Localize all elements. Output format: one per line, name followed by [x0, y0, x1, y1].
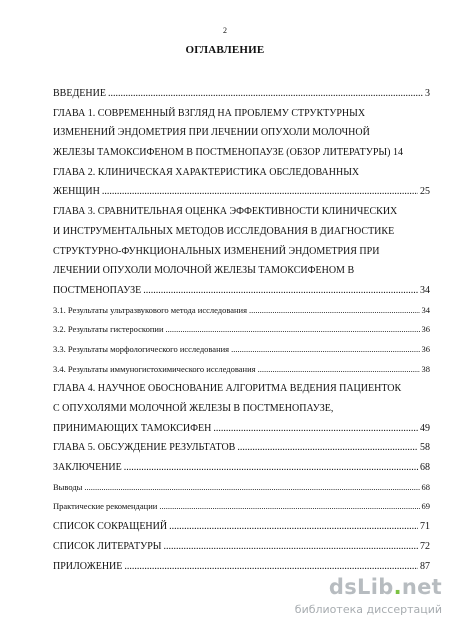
- toc-entry-label: 3.4. Результаты иммуногистохимического исследования: [53, 363, 256, 374]
- toc-leader-dots: [237, 438, 418, 458]
- toc-entry: [53, 281, 430, 301]
- watermark-logo-tld: net: [401, 575, 442, 599]
- toc-page-number: 34: [421, 304, 430, 315]
- toc-leader-dots: [169, 517, 418, 537]
- toc-entry: [53, 182, 430, 202]
- toc-leader-dots: [102, 182, 418, 202]
- toc-page-number: 25: [420, 186, 430, 198]
- toc-leader-dots: [213, 419, 418, 439]
- toc-page-number: 68: [421, 481, 430, 492]
- toc-leader-dots: [124, 458, 418, 478]
- toc-entry: [53, 84, 430, 104]
- toc-leader-dots: [159, 497, 419, 517]
- toc-entry: [53, 537, 430, 557]
- toc-subentry: [53, 360, 430, 380]
- toc-leader-dots: [108, 84, 423, 104]
- toc-page-number: 69: [421, 501, 430, 512]
- toc-entry-label: 3.1. Результаты ультразвукового метода исследования: [53, 304, 248, 315]
- toc-entry-label: ГЛАВА 5. ОБСУЖДЕНИЕ РЕЗУЛЬТАТОВ: [53, 442, 236, 454]
- toc-page-number: 49: [420, 422, 430, 434]
- toc-entry: [53, 557, 430, 577]
- toc-entry-label: ПРИНИМАЮЩИХ ТАМОКСИФЕН: [53, 422, 212, 434]
- toc-entry: [53, 458, 430, 478]
- toc-entry-label: ЖЕНЩИН: [53, 186, 100, 198]
- toc-subentry: [53, 320, 430, 340]
- toc-subentry: [53, 340, 430, 360]
- toc-entry: [53, 517, 430, 537]
- toc-subentry: [53, 478, 430, 498]
- toc-page-number: 68: [420, 462, 430, 474]
- toc-page-number: 38: [421, 363, 430, 374]
- toc-line: ИЗМЕНЕНИЙ ЭНДОМЕТРИЯ ПРИ ЛЕЧЕНИИ ОПУХОЛИ МОЛОЧНОЙ: [53, 127, 370, 139]
- toc-entry-label: 3.2. Результаты гистероскопии: [53, 324, 164, 335]
- toc-line: СТРУКТУРНО-ФУНКЦИОНАЛЬНЫХ ИЗМЕНЕНИЙ ЭНДОМЕТРИЯ ПРИ: [53, 245, 380, 257]
- toc-entry-label: Практические рекомендации: [53, 501, 158, 512]
- toc-entry: [53, 419, 430, 439]
- toc-entry: [53, 438, 430, 458]
- toc-leader-dots: [231, 340, 419, 360]
- toc-leader-dots: [84, 478, 419, 498]
- toc-page-number: 36: [421, 324, 430, 335]
- page-number: 2: [223, 26, 227, 35]
- toc-page-number: 87: [420, 560, 430, 572]
- toc-page-number: 34: [420, 284, 430, 296]
- toc-leader-dots: [124, 557, 418, 577]
- toc-subentry: [53, 497, 430, 517]
- toc-line: ГЛАВА 4. НАУЧНОЕ ОБОСНОВАНИЕ АЛГОРИТМА ВЕДЕНИЯ ПАЦИЕНТОК: [53, 383, 402, 395]
- toc-entry-label: ПРИЛОЖЕНИЕ: [53, 560, 123, 572]
- watermark-subtitle: библиотека диссертаций: [294, 603, 442, 616]
- table-of-contents: [53, 84, 430, 576]
- toc-leader-dots: [258, 360, 420, 380]
- toc-entry-label: Выводы: [53, 481, 83, 492]
- toc-line: ГЛАВА 3. СРАВНИТЕЛЬНАЯ ОЦЕНКА ЭФФЕКТИВНОСТИ КЛИНИЧЕСКИХ: [53, 206, 398, 218]
- watermark-logo: [329, 575, 442, 599]
- toc-entry-label: ЗАКЛЮЧЕНИЕ: [53, 462, 122, 474]
- toc-entry-label: 3.3. Результаты морфологического исследования: [53, 343, 230, 354]
- toc-entry-label: СПИСОК СОКРАЩЕНИЙ: [53, 521, 168, 533]
- toc-page-number: 36: [421, 343, 430, 354]
- toc-leader-dots: [249, 301, 419, 321]
- toc-entry-label: СПИСОК ЛИТЕРАТУРЫ: [53, 540, 162, 552]
- toc-leader-dots: [164, 537, 419, 557]
- toc-leader-dots: [166, 320, 420, 340]
- watermark-logo-dot: .: [393, 575, 402, 599]
- toc-line: ГЛАВА 2. КЛИНИЧЕСКАЯ ХАРАКТЕРИСТИКА ОБСЛЕДОВАННЫХ: [53, 166, 360, 178]
- toc-line: ГЛАВА 1. СОВРЕМЕННЫЙ ВЗГЛЯД НА ПРОБЛЕМУ СТРУКТУРНЫХ: [53, 107, 366, 119]
- toc-leader-dots: [143, 281, 418, 301]
- toc-subentry: [53, 301, 430, 321]
- page-title: ОГЛАВЛЕНИЕ: [185, 44, 265, 56]
- toc-entry-label: ПОСТМЕНОПАУЗЕ: [53, 284, 142, 296]
- toc-line: С ОПУХОЛЯМИ МОЛОЧНОЙ ЖЕЛЕЗЫ В ПОСТМЕНОПАУЗЕ,: [53, 403, 334, 414]
- toc-entry-label: ВВЕДЕНИЕ: [53, 88, 106, 99]
- toc-line: ЖЕЛЕЗЫ ТАМОКСИФЕНОМ В ПОСТМЕНОПАУЗЕ (ОБЗОР ЛИТЕРАТУРЫ) 14: [53, 147, 403, 159]
- toc-page-number: 3: [425, 88, 430, 99]
- watermark-logo-main: dsLib: [328, 575, 394, 599]
- toc-page-number: 72: [420, 540, 430, 552]
- toc-page-number: 71: [420, 521, 430, 533]
- toc-line: И ИНСТРУМЕНТАЛЬНЫХ МЕТОДОВ ИССЛЕДОВАНИЯ В ДИАГНОСТИКЕ: [53, 225, 395, 237]
- toc-page-number: 58: [420, 442, 430, 454]
- toc-line: ЛЕЧЕНИИ ОПУХОЛИ МОЛОЧНОЙ ЖЕЛЕЗЫ ТАМОКСИФЕНОМ В: [53, 265, 355, 277]
- watermark: [282, 575, 442, 619]
